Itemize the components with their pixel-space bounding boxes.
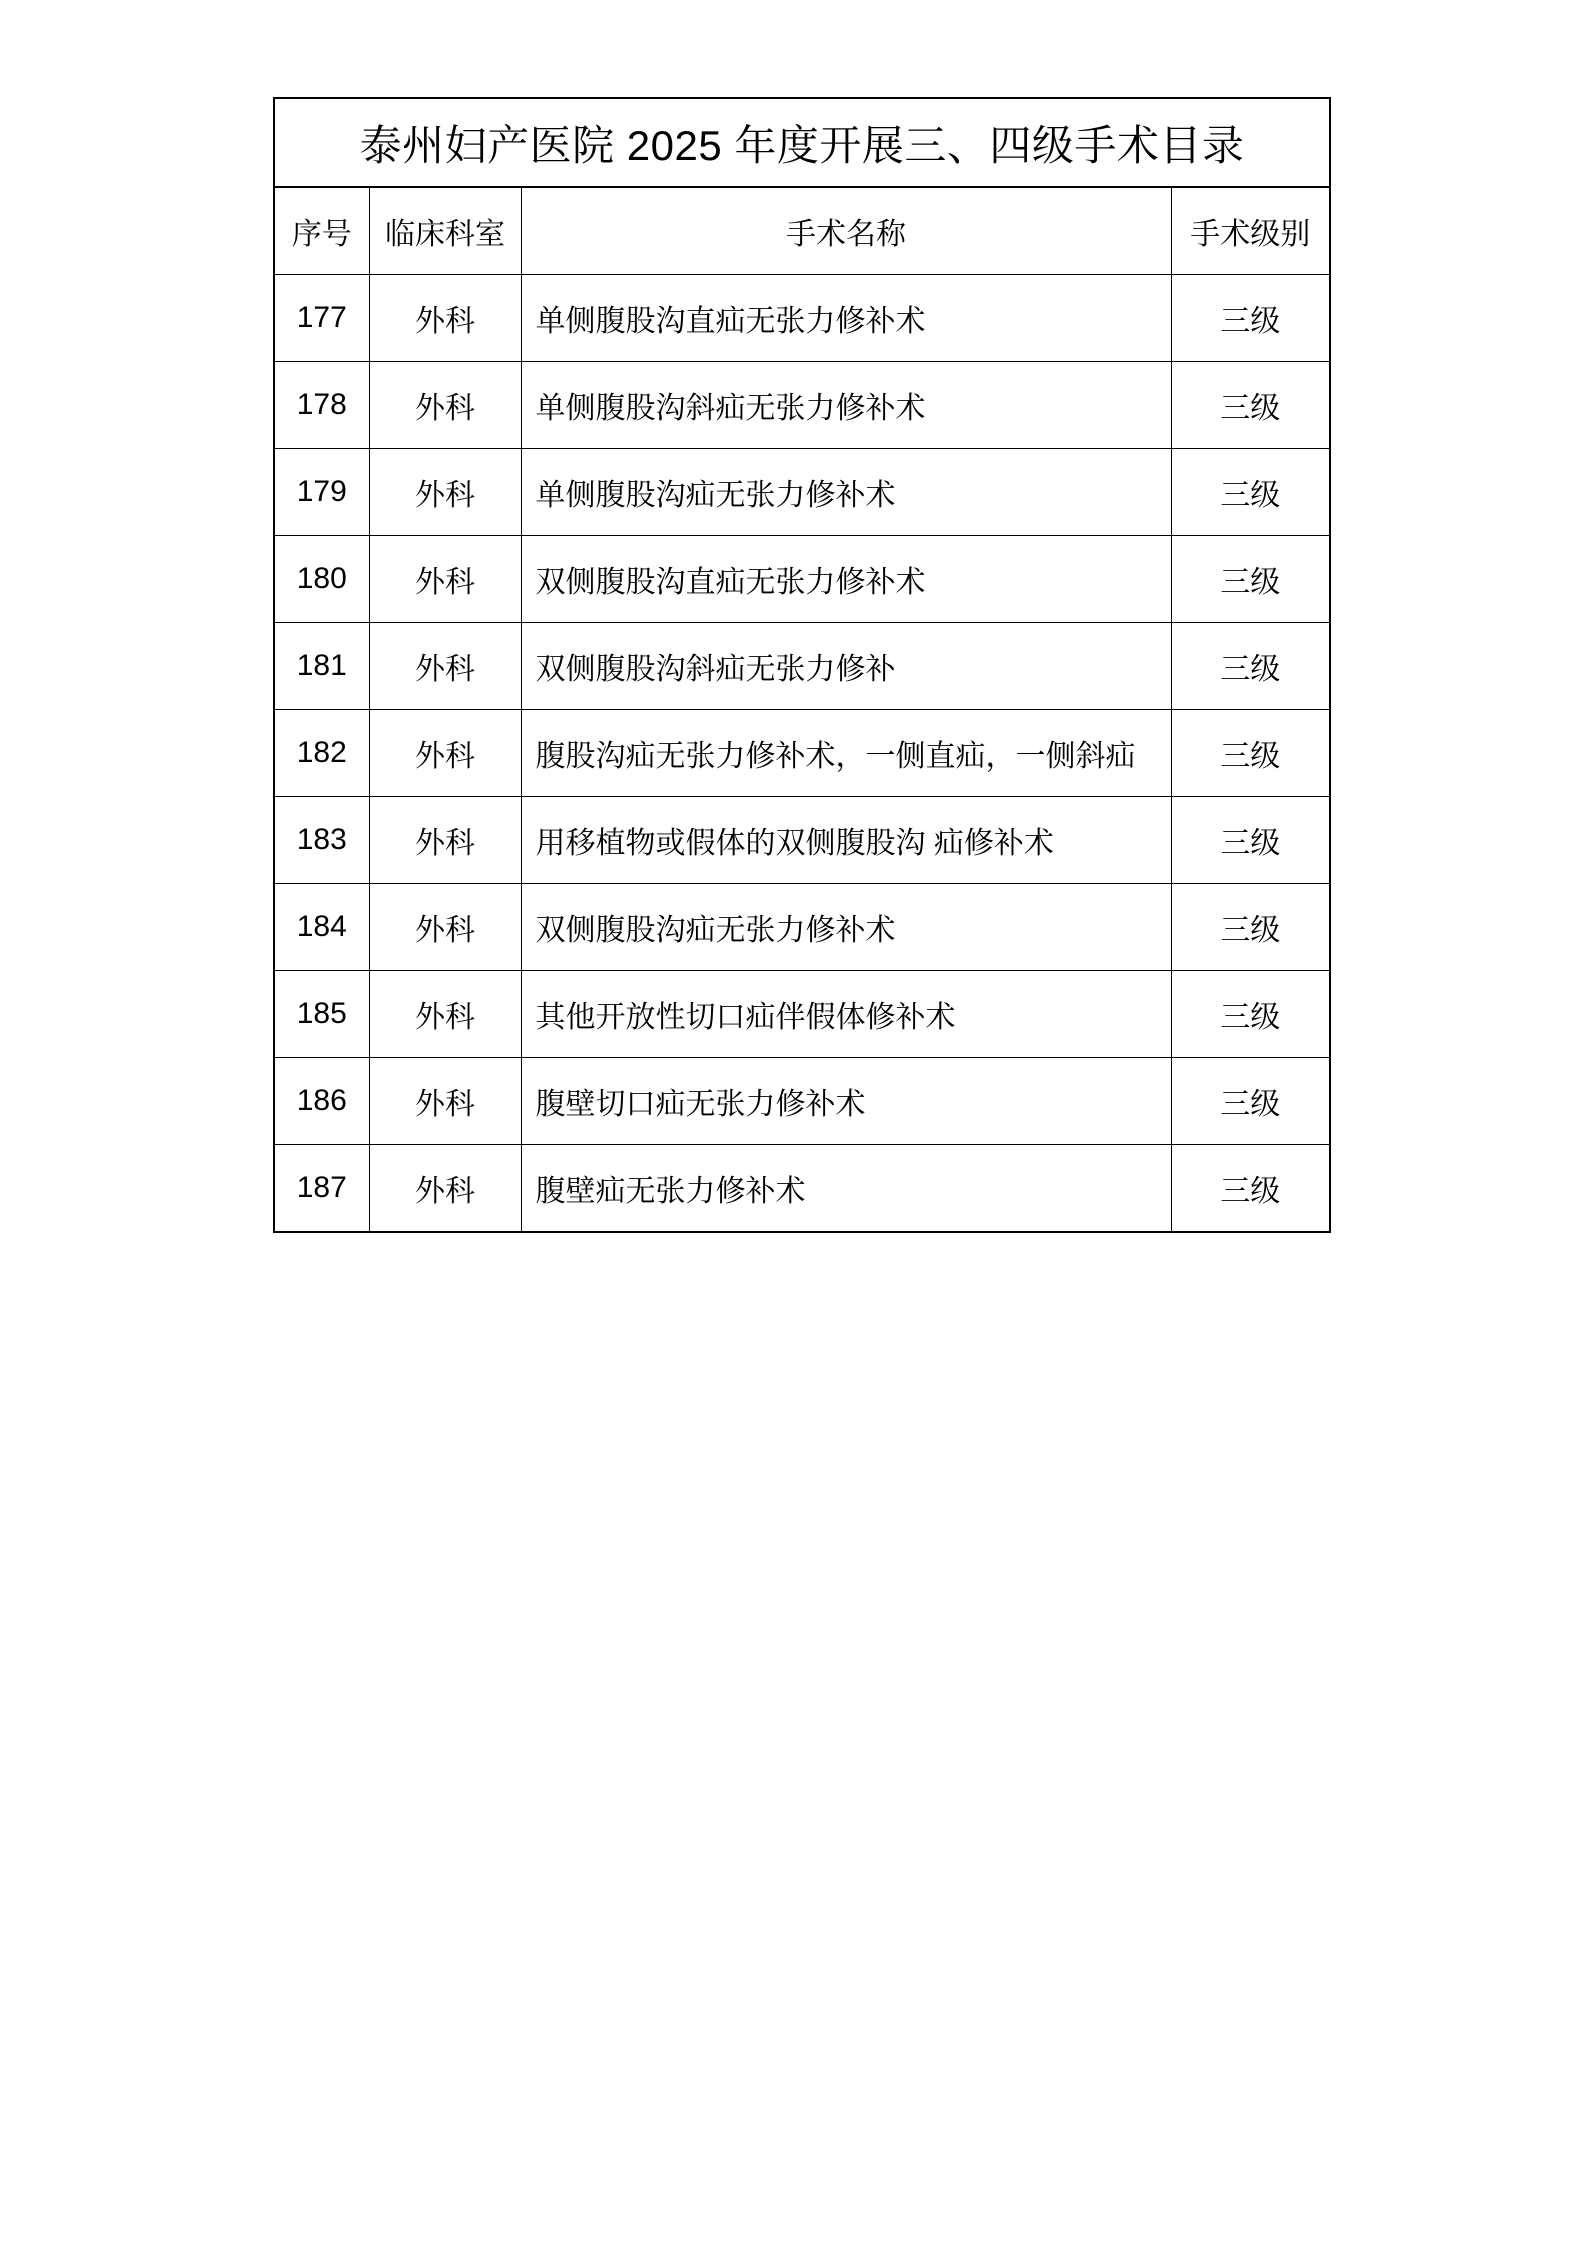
row-name-cell: 双侧腹股沟疝无张力修补术 [521, 884, 1171, 971]
table-row [274, 1145, 1330, 1233]
table-row [274, 449, 1330, 536]
header-no: 序号 [274, 187, 369, 275]
table-row [274, 1058, 1330, 1145]
row-dept-cell: 外科 [369, 884, 521, 971]
row-name-cell: 单侧腹股沟疝无张力修补术 [521, 449, 1171, 536]
row-name-cell: 单侧腹股沟直疝无张力修补术 [521, 275, 1171, 362]
row-no-cell: 182 [274, 710, 369, 797]
header-level: 手术级别 [1171, 187, 1330, 275]
row-no-cell: 181 [274, 623, 369, 710]
row-dept-cell: 外科 [369, 1145, 521, 1233]
row-no-cell: 178 [274, 362, 369, 449]
row-dept-cell: 外科 [369, 797, 521, 884]
row-dept-cell: 外科 [369, 362, 521, 449]
row-no-cell: 185 [274, 971, 369, 1058]
table-row [274, 710, 1330, 797]
row-dept-cell: 外科 [369, 710, 521, 797]
row-name-cell: 其他开放性切口疝伴假体修补术 [521, 971, 1171, 1058]
table-row [274, 536, 1330, 623]
table-row [274, 971, 1330, 1058]
row-no-cell: 180 [274, 536, 369, 623]
row-level-cell: 三级 [1171, 884, 1330, 971]
row-name-cell: 单侧腹股沟斜疝无张力修补术 [521, 362, 1171, 449]
row-dept-cell: 外科 [369, 971, 521, 1058]
row-name-cell: 双侧腹股沟直疝无张力修补术 [521, 536, 1171, 623]
row-name-cell: 双侧腹股沟斜疝无张力修补 [521, 623, 1171, 710]
row-name-cell: 用移植物或假体的双侧腹股沟 疝修补术 [521, 797, 1171, 884]
row-no-cell: 183 [274, 797, 369, 884]
table-row [274, 884, 1330, 971]
header-name: 手术名称 [521, 187, 1171, 275]
row-level-cell: 三级 [1171, 449, 1330, 536]
row-dept-cell: 外科 [369, 623, 521, 710]
row-no-cell: 184 [274, 884, 369, 971]
row-level-cell: 三级 [1171, 797, 1330, 884]
title-row [274, 98, 1330, 187]
row-level-cell: 三级 [1171, 275, 1330, 362]
table-row [274, 623, 1330, 710]
row-level-cell: 三级 [1171, 971, 1330, 1058]
row-level-cell: 三级 [1171, 710, 1330, 797]
row-no-cell: 186 [274, 1058, 369, 1145]
row-dept-cell: 外科 [369, 1058, 521, 1145]
row-name-cell: 腹壁疝无张力修补术 [521, 1145, 1171, 1233]
row-level-cell: 三级 [1171, 1145, 1330, 1233]
row-level-cell: 三级 [1171, 1058, 1330, 1145]
row-no-cell: 179 [274, 449, 369, 536]
row-level-cell: 三级 [1171, 362, 1330, 449]
table-row [274, 362, 1330, 449]
table-row [274, 275, 1330, 362]
row-name-cell: 腹壁切口疝无张力修补术 [521, 1058, 1171, 1145]
row-no-cell: 187 [274, 1145, 369, 1233]
row-dept-cell: 外科 [369, 449, 521, 536]
header-dept: 临床科室 [369, 187, 521, 275]
row-dept-cell: 外科 [369, 536, 521, 623]
header-row [274, 187, 1330, 275]
table-title: 泰州妇产医院 2025 年度开展三、四级手术目录 [274, 98, 1330, 187]
row-dept-cell: 外科 [369, 275, 521, 362]
row-level-cell: 三级 [1171, 623, 1330, 710]
row-level-cell: 三级 [1171, 536, 1330, 623]
row-no-cell: 177 [274, 275, 369, 362]
row-name-cell: 腹股沟疝无张力修补术，一侧直疝，一侧斜疝 [521, 710, 1171, 797]
surgery-catalog-table [273, 97, 1331, 1233]
table-row [274, 797, 1330, 884]
surgery-table-body [274, 98, 1330, 1232]
